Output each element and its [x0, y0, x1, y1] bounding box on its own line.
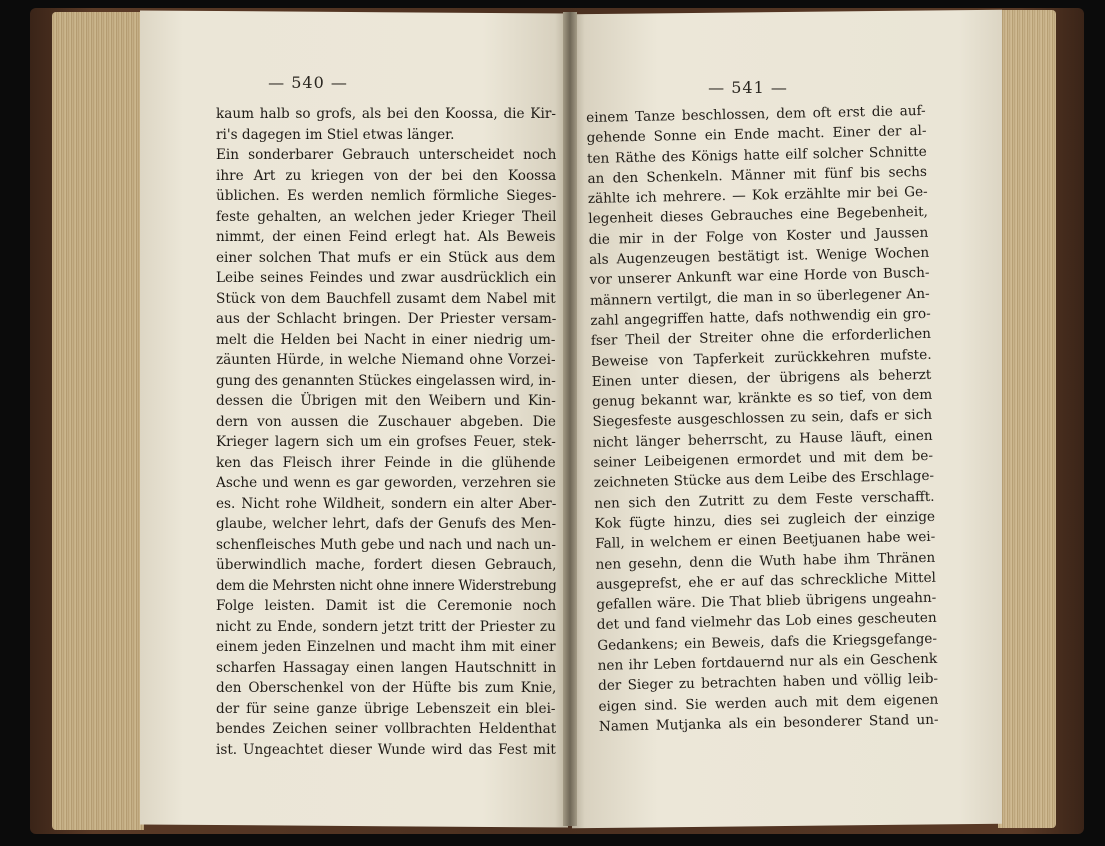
text-line: det und fand vielmehr das Lob eines gescheuten [596, 610, 937, 634]
right-page-number: — 541 — [708, 78, 788, 97]
text-line: männern vertilgt, die man in so überlegener An- [589, 285, 930, 309]
text-line: nicht länger beherrscht, zu Hause läuft, einen [592, 427, 933, 451]
text-line: scharfen Hassagay einen langen Hautschnitt in [216, 659, 556, 676]
text-line: Siegesfeste ausgeschlossen zu sein, dafs er sich [592, 407, 933, 431]
text-line: zäunten Hürde, in welche Niemand ohne Vorzei- [216, 352, 556, 368]
text-line: zeichneten Stücke aus dem Leibe des Erschlage- [593, 468, 935, 492]
text-line: ten Räthe des Königs hatte eilf solcher Schnitte [586, 143, 927, 167]
text-line: gehende Sonne ein Ende macht. Einer der al- [586, 123, 927, 147]
left-page-number: — 540 — [268, 73, 348, 92]
text-line: kaum halb so grofs, als bei den Koossa, die Kir- [216, 106, 556, 122]
text-line: Gedankens; ein Beweis, dafs die Kriegsgefange- [597, 630, 938, 654]
text-line: ist. Ungeachtet dieser Wunde wird das Fest mit [216, 741, 556, 758]
text-line: nen sich den Zutritt zu dem Feste verschafft. [594, 488, 935, 512]
text-line: Einen unter diesen, der übrigens als beherzt [591, 366, 932, 390]
text-line: Leibe seines Feindes und zwar ausdrücklich ein [216, 270, 556, 286]
text-line: ihre Art zu kriegen von der bei den Koossa [216, 167, 556, 184]
text-line: dern von aussen die Zuschauer abgeben. Die [216, 413, 556, 430]
text-line: dem die Mehrsten nicht ohne innere Widerstrebung [216, 577, 556, 594]
text-line: nen gesehn, denn die Wuth habe ihm Thränen [595, 549, 936, 573]
text-line: nicht zu Ende, sondern jetzt tritt der Priester zu [216, 618, 556, 635]
text-line: an den Schenkeln. Männer mit fünf bis sechs [587, 163, 928, 187]
text-line: zählte ich mehrere. — Kok erzählte mir bei Ge- [587, 184, 928, 208]
text-line: überwindlich mache, fordert diesen Gebrauch, [216, 557, 556, 573]
text-line: Fall, in welchem er einen Beetjuanen habe wei- [594, 529, 936, 553]
text-line: genug bekannt war, kränkte es so tief, von dem [591, 386, 933, 411]
text-line: Beweise von Tapferkeit zurückkehren mufste. [591, 346, 932, 370]
text-line: gung des genannten Stückes eingelassen wird, in- [216, 372, 556, 389]
text-line: der Sieger zu betrachten haben und völlig leib- [597, 671, 939, 695]
text-line: Kok fügte hinzu, dies sei zugleich der einzige [594, 508, 935, 532]
text-line: den Oberschenkel von der Hüfte bis zum Knie, [216, 680, 556, 696]
text-line: es. Nicht rohe Wildheit, sondern ein alter Aber- [216, 495, 556, 512]
book-gutter [563, 12, 577, 826]
text-line: dessen die Übrigen mit den Weibern und Kin- [216, 393, 556, 409]
text-line: Folge leisten. Damit ist die Ceremonie noch [216, 598, 556, 614]
text-line: schenfleisches Muth gebe und nach und nach un- [216, 536, 556, 553]
text-line: nimmt, der einen Feind erlegt hat. Als Beweis [216, 229, 556, 245]
text-line: vor unserer Ankunft war eine Horde von Busch- [589, 265, 930, 289]
text-line: Asche und wenn es gar geworden, verzehren sie [216, 475, 556, 491]
text-line: nen ihr Leben fortdauernd nur als ein Geschenk [597, 650, 938, 674]
right-page-text [586, 101, 939, 737]
text-line: ri's dagegen im Stiel etwas länger. [216, 126, 455, 143]
text-line: als Augenzeugen bestätigt ist. Wenige Wochen [589, 244, 930, 269]
text-line: gefallen wäre. Die That blieb übrigens ungeahn- [596, 589, 937, 614]
text-line: seiner Leibeigenen ermordet und mit dem be- [593, 447, 934, 471]
left-page-edges [52, 12, 144, 830]
text-line: bendes Zeichen seiner vollbrachten Heldenthat [216, 721, 556, 737]
text-line: üblichen. Es werden nemlich förmliche Sieges- [216, 188, 556, 204]
text-line: zahl angegriffen hatte, dafs nothwendig ein gro- [590, 305, 931, 329]
text-line: einem jeden Einzelnen und macht ihm mit einer [216, 639, 556, 655]
text-line: fser Theil der Streiter ohne die erforderlichen [590, 326, 932, 350]
text-line: die mir in der Folge von Koster und Jaussen [588, 224, 929, 248]
text-line: eigen sind. Sie werden auch mit dem eigenen [598, 691, 939, 715]
text-line: glaube, welcher lehrt, dafs der Genufs des Men- [216, 516, 556, 532]
text-line: der für seine ganze übrige Lebenszeit ein blei- [216, 700, 556, 717]
text-line: Krieger lagern sich um ein grofses Feuer, stek- [216, 434, 556, 450]
text-line: Stück von dem Bauchfell zusamt dem Nabel mit [216, 290, 556, 307]
text-line: ken das Fleisch ihrer Feinde in die glühende [216, 454, 556, 471]
text-line: einer solchen That mufs er ein Stück aus dem [216, 249, 556, 266]
left-page-text [216, 104, 556, 760]
text-line: Namen Mutjanka als ein besonderer Stand un- [598, 711, 939, 735]
text-line: feste gehalten, an welchen jeder Krieger Theil [216, 208, 556, 225]
text-line: legenheit dieses Gebrauches eine Begebenheit, [588, 204, 929, 228]
text-line: einem Tanze beschlossen, dem oft erst die auf- [586, 102, 926, 126]
right-page-edges [998, 10, 1056, 828]
text-line: Ein sonderbarer Gebrauch unterscheidet noch [216, 147, 556, 163]
text-line: ausgeprefst, ehe er auf das schreckliche Mittel [595, 569, 937, 593]
text-line: melt die Helden bei Nacht in einer niedrig um- [216, 331, 556, 348]
text-line: aus der Schlacht bringen. Der Priester versam- [216, 311, 556, 327]
